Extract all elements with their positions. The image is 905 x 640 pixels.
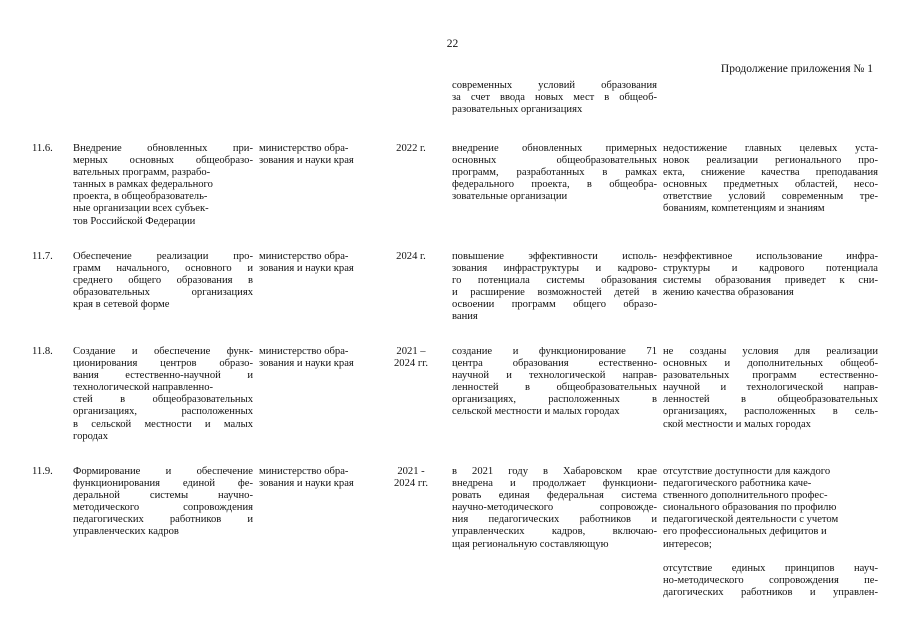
text-line: системы образования приведет к сни- (663, 275, 878, 287)
text-line: жению качества образования (663, 287, 794, 299)
expected-result (452, 251, 657, 324)
row-number: 11.6. (32, 143, 53, 154)
text-line: деральной системы научно- (73, 490, 253, 502)
text-line: среднего общего образования в (73, 275, 253, 287)
text-line: внедрена и продолжает функциони- (452, 478, 657, 490)
text-line: ционирования центров образо- (73, 358, 253, 370)
text-line: 2021 – (396, 346, 426, 357)
measure-name (73, 346, 253, 443)
text-line: повышение эффективности исполь- (452, 251, 657, 262)
text-line: неэффективное использование инфра- (663, 251, 878, 262)
risk-consequence (663, 466, 878, 551)
text-line: 2024 г. (396, 251, 426, 262)
text-line: методического сопровождения (73, 502, 253, 514)
text-line: и расширение возможностей детей в (452, 287, 657, 299)
text-line: основных и дополнительных общеоб- (663, 358, 878, 370)
text-line: зования и науки края (259, 478, 354, 490)
risk-consequence (663, 346, 878, 431)
text-line: ответствие условий современным тре- (663, 191, 878, 203)
term (385, 466, 437, 490)
text-line: интересов; (663, 538, 712, 550)
risk-consequence (663, 251, 878, 299)
text-line: зования и науки края (259, 155, 354, 167)
text-line: недостижение главных целевых уста- (663, 143, 878, 154)
text-line: вания естественно-научной и (73, 370, 253, 382)
term (385, 251, 437, 263)
text-line: научно-методического сопровожде- (452, 502, 657, 514)
expected-result (452, 346, 657, 419)
text-line: педагогических работников и (73, 514, 253, 526)
text-line: сионального образования по профилю (663, 502, 837, 514)
text-line: зовательные организации (452, 191, 568, 203)
text-line: отсутствие единых принципов науч- (663, 563, 878, 574)
text-line: екта, снижение качества преподавания (663, 167, 878, 179)
text-line: разовательных программ естественно- (663, 370, 878, 382)
text-line: ровать единая федеральная система (452, 490, 657, 502)
text-line: разовательных организациях (452, 104, 583, 116)
text-line: Внедрение обновленных при- (73, 143, 253, 154)
text-line: мерных основных общеобразо- (73, 155, 253, 167)
text-line: программ, разработанных в рамках (452, 167, 657, 179)
text-line: организациях, расположенных в сель- (663, 406, 878, 418)
text-line: организациях, расположенных в (452, 394, 657, 406)
text-line: министерство обра- (259, 143, 349, 154)
text-line: го потенциала системы образования (452, 275, 657, 287)
text-line: отсутствие доступности для каждого (663, 466, 831, 477)
row-number: 11.8. (32, 346, 53, 357)
executor (259, 346, 379, 370)
text-line: научной и технологической направ- (452, 370, 657, 382)
text-line: в 2021 году в Хабаровском крае (452, 466, 657, 477)
executor (259, 251, 379, 275)
term (385, 143, 437, 155)
text-line: ные организации всех субъек- (73, 203, 209, 215)
term (385, 346, 437, 370)
text-line: создание и функционирование 71 (452, 346, 657, 357)
measure-name (73, 251, 253, 311)
text-line: тов Российской Федерации (73, 215, 196, 227)
text-line: ленностей в общеобразовательных (663, 394, 878, 406)
row-number: 11.7. (32, 251, 53, 262)
text-line: функционирования единой фе- (73, 478, 253, 490)
text-line: управленческих кадров, включаю- (452, 526, 657, 538)
expected-result (452, 143, 657, 203)
text-line: структуры и кадрового потенциала (663, 263, 878, 275)
text-line: новок реализации регионального про- (663, 155, 878, 167)
text-line: педагогической деятельности с учетом (663, 514, 839, 526)
text-line: ской местности и малых городах (663, 418, 811, 430)
measure-name (73, 466, 253, 539)
text-line: образовательных организациях (73, 287, 253, 299)
text-line: зования и науки края (259, 263, 354, 275)
row-number: 11.9. (32, 466, 53, 477)
text-line: технологической направленно- (73, 382, 214, 394)
text-line: Создание и обеспечение функ- (73, 346, 253, 357)
text-line: организациях, расположенных (73, 406, 253, 418)
text-line: зования и науки края (259, 358, 354, 370)
text-line: вательных программ, разрабо- (73, 167, 211, 179)
text-line: зования инфраструктуры и кадрово- (452, 263, 657, 275)
text-line: дагогических работников и управлен- (663, 587, 878, 599)
text-line: ния педагогических работников и (452, 514, 657, 526)
text-line: бованиям, компетенциям и знаниям (663, 203, 825, 215)
text-line: городах (73, 430, 109, 442)
text-line: танных в рамках федерального (73, 179, 213, 191)
text-line: края в сетевой форме (73, 299, 170, 311)
text-line: сельской местности и малых городах (452, 406, 620, 418)
text-line: 2022 г. (396, 143, 426, 154)
text-line: ленностей в общеобразовательных (452, 382, 657, 394)
text-line: стей в общеобразовательных (73, 394, 253, 406)
text-line: вания (452, 311, 478, 323)
text-line: внедрение обновленных примерных (452, 143, 657, 154)
text-line: Обеспечение реализации про- (73, 251, 253, 262)
text-line: управленческих кадров (73, 526, 179, 538)
text-line: но-методического сопровождения пе- (663, 575, 878, 587)
text-line: центра образования естественно- (452, 358, 657, 370)
text-line: 2024 гг. (394, 478, 428, 490)
text-line: не созданы условия для реализации (663, 346, 878, 357)
text-line: основных предметных областей, несо- (663, 179, 878, 191)
text-line: в сельской местности и малых (73, 418, 253, 430)
text-line: его профессиональных дефицитов и (663, 526, 827, 538)
text-line: 2024 гг. (394, 358, 428, 370)
risk-consequence-continued (663, 563, 878, 599)
text-line: за счет ввода новых мест в общеоб- (452, 92, 657, 104)
text-line: освоении программ общего образо- (452, 299, 657, 311)
text-line: современных условий образования (452, 80, 657, 91)
text-line: педагогического работника каче- (663, 478, 812, 490)
text-line: министерство обра- (259, 466, 349, 477)
continuation-label: Продолжение приложения № 1 (720, 63, 873, 75)
page-number: 22 (446, 38, 459, 50)
text-line: проекта, в общеобразователь- (73, 191, 208, 203)
text-line: министерство обра- (259, 346, 349, 357)
measure-name (73, 143, 253, 228)
text-line: Формирование и обеспечение (73, 466, 253, 477)
text-line: щая региональную составляющую (452, 538, 609, 550)
text-line: федерального проекта, в общеобра- (452, 179, 657, 191)
text-line: основных общеобразовательных (452, 155, 657, 167)
executor (259, 143, 379, 167)
expected-result (452, 466, 657, 551)
text-line: научной и технологической направ- (663, 382, 878, 394)
top-fragment (452, 80, 657, 116)
text-line: ственного дополнительного профес- (663, 490, 828, 502)
text-line: 2021 - (397, 466, 425, 477)
risk-consequence (663, 143, 878, 216)
text-line: грамм начального, основного и (73, 263, 253, 275)
text-line: министерство обра- (259, 251, 349, 262)
executor (259, 466, 379, 490)
